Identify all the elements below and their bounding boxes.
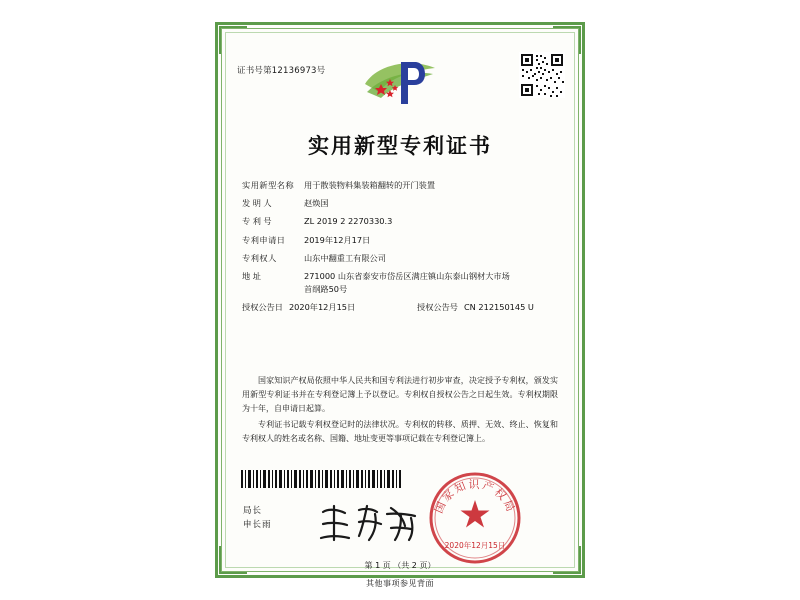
field-value: 山东中翻重工有限公司 (304, 252, 386, 263)
field-row-inventor (242, 197, 560, 210)
corner-ornament-top-left (219, 26, 247, 54)
barcode-icon (241, 470, 401, 488)
field-row-patentee (242, 252, 560, 265)
qr-code-icon (519, 52, 565, 98)
field-value: ZL 2019 2 2270330.3 (304, 216, 393, 227)
certificate-number: 证书号第12136973号 (237, 66, 326, 76)
field-row-patent-number (242, 215, 560, 228)
field-value: 2019年12月17日 (304, 234, 371, 245)
certificate-fields (242, 179, 560, 319)
field-label: 专利申请日 (242, 234, 286, 245)
field-label: 地址 (242, 271, 264, 282)
page-title: 实用新型专利证书 (308, 134, 492, 158)
office-director-label: 局长 (243, 506, 263, 516)
patent-certificate (215, 22, 585, 578)
publication-number-group (417, 301, 560, 314)
field-row-address (242, 270, 560, 295)
field-row-utility-model-name (242, 179, 560, 192)
legal-paragraph-2: 专利证书记载专利权登记时的法律状况。专利权的转移、质押、无效、终止、恢复和专利权人的姓名或名称、国籍、地址变更等事项记载在专利登记簿上。 (242, 420, 558, 443)
official-seal (427, 470, 523, 566)
field-value: 用于散装物料集装箱翻转的开门装置 (304, 180, 436, 190)
page-indicator: 第 1 页 （共 2 页） (364, 561, 436, 570)
address-line-1: 271000 山东省泰安市岱岳区满庄镇山东泰山钢材大市场 (304, 271, 510, 282)
publication-number-label: 授权公告号 (417, 301, 458, 312)
field-label: 专利权人 (242, 252, 277, 263)
field-label: 专利号 (242, 216, 275, 227)
grant-date-group (242, 301, 417, 314)
publication-number-value: CN 212150145 U (463, 301, 534, 312)
cnipa-emblem-icon (357, 54, 443, 112)
director-name-label: 申长雨 (243, 520, 272, 531)
grant-date-value: 2020年12月15日 (288, 301, 356, 312)
field-value: 赵焕国 (304, 198, 329, 209)
field-value (304, 270, 560, 295)
svg-text:国家知识产权局: 国家知识产权局 (432, 478, 518, 516)
field-row-grant-publication (242, 301, 560, 314)
seal-date: 2020年12月15日 (444, 541, 506, 550)
grant-date-label: 授权公告日 (242, 301, 283, 312)
footnote: 其他事项参见背面 (366, 579, 434, 588)
address-line-2: 首纲路50号 (304, 283, 348, 294)
legal-paragraph-1: 国家知识产权局依照中华人民共和国专利法进行初步审查，决定授予专利权，颁发实用新型专利证书并在专利登记簿上予以登记。专利权自授权公告之日起生效。专利权期限为十年，自申请日起算。 (242, 376, 558, 413)
corner-ornament-top-right (553, 26, 581, 54)
signature-labels (243, 504, 272, 533)
field-label: 发明人 (242, 198, 275, 209)
legal-body-text (242, 374, 558, 448)
field-row-application-date (242, 234, 560, 247)
handwritten-signature (315, 500, 425, 546)
field-label: 实用新型名称 (242, 180, 295, 190)
